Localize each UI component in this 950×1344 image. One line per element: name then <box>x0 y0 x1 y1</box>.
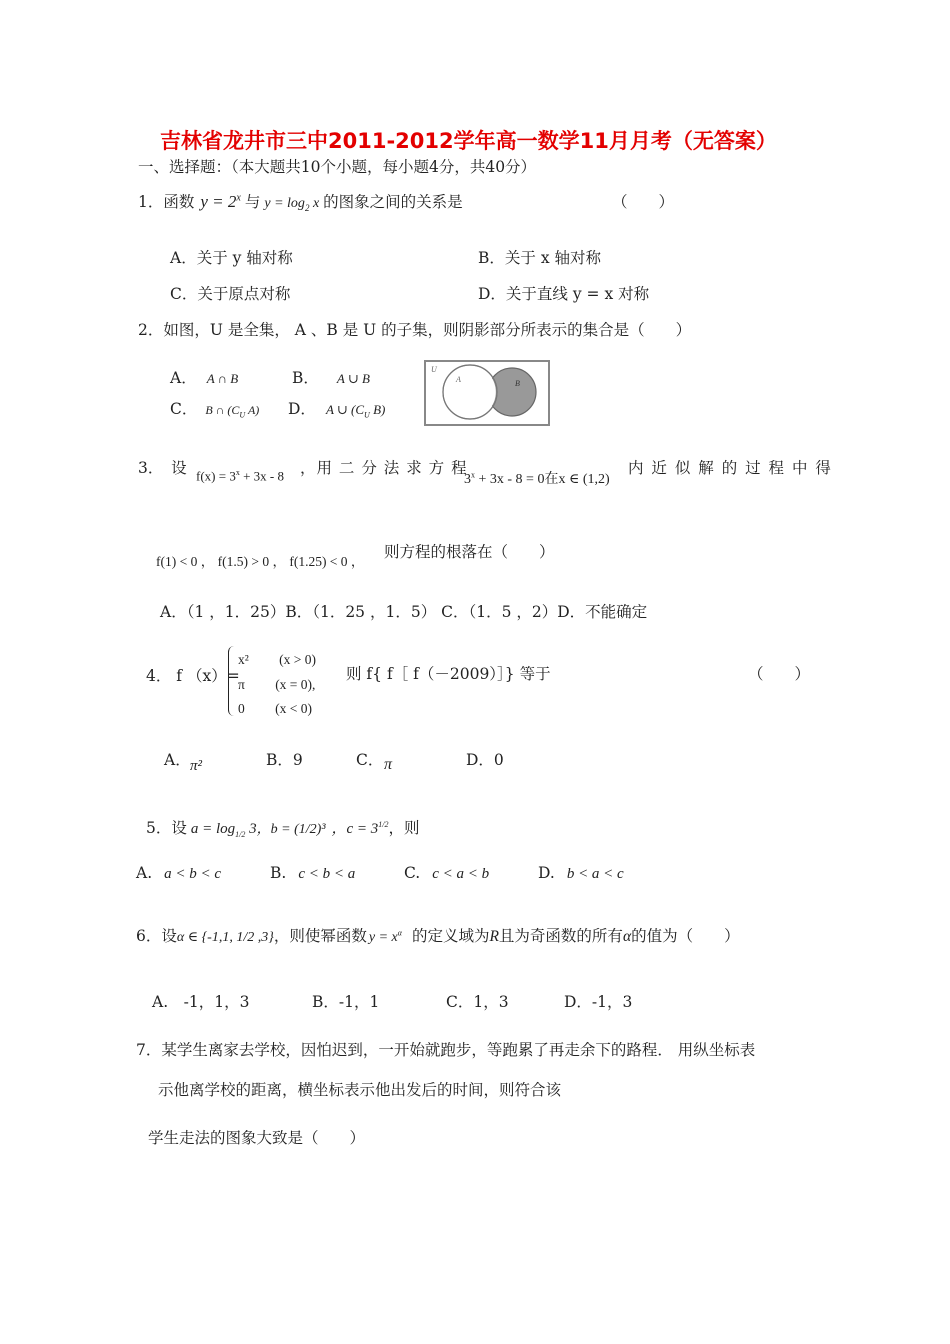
q6-set: α ∈ {-1,1, 1/2 ,3} <box>176 930 274 945</box>
q5-tail: ，则 <box>388 819 420 837</box>
q5-option-b: B. c < b < a <box>270 864 356 882</box>
question-2: 2．如图，U 是全集， A 、B 是 U 的子集，则阴影部分所表示的集合是（ ） <box>138 321 692 339</box>
venn-label-a: A <box>456 375 461 384</box>
q5-option-c: C. c < a < b <box>404 864 490 882</box>
q5-label: 5．设 <box>146 819 187 837</box>
q2-option-c: C． B ∩ ($C_U$ A) <box>170 400 260 420</box>
question-3-label: 3． 设 <box>138 459 187 477</box>
q3-options: A．（1 ，1．25）B．（1．25 ，1．5） C．（1．5 ，2）D．不能确定 <box>160 603 648 621</box>
venn-label-b: B <box>515 379 520 388</box>
q4-option-a-value: π² <box>190 758 203 774</box>
q1-and: 与 <box>244 193 261 211</box>
page-title: 吉林省龙井市三中2011-2012学年高一数学11月月考（无答案） <box>160 129 777 153</box>
question-6: 6．设α ∈ {-1,1, 1/2 ,3}，则使幂函数 $y = x^\alpha$ 的定义域为R且为奇函数的所有α的值为（ ） <box>136 927 740 945</box>
q4-question: 则 f{ f［ f（－2009）］} 等于 <box>346 665 551 683</box>
q1-answer-paren: （ ） <box>612 193 675 211</box>
q4-case-2: π (x = 0), <box>238 677 316 692</box>
q5-option-a: A. a < b < c <box>136 864 222 882</box>
q1-formula-log: $y = \log_2 x$ <box>264 196 320 213</box>
question-7-line-1: 7．某学生离家去学校，因怕迟到，一开始就跑步，等跑累了再走余下的路程． 用纵坐标表 <box>136 1041 756 1059</box>
q3-equation: $3^x + 3x - 8 = 0$在x ∈ (1,2) <box>464 470 610 487</box>
q4-case-3: 0 (x < 0) <box>238 701 312 716</box>
q2-option-b: B． A ∪ B <box>292 369 370 387</box>
q6-option-b: B．-1，1 <box>312 993 380 1011</box>
q5-c: ，$c = 3^{1/2}$ <box>331 820 389 837</box>
question-5 <box>146 816 420 839</box>
q2-option-a: A． A ∩ B <box>170 369 239 387</box>
question-7-line-3: 学生走法的图象大致是（ ） <box>148 1129 366 1147</box>
q6-option-c: C．1，3 <box>446 993 509 1011</box>
question-4-label: 4． f （x）= <box>146 667 240 685</box>
q1-option-b: B．关于 x 轴对称 <box>478 249 601 267</box>
q3-method-text: ，用 二 分 法 求 方 程 <box>300 459 468 477</box>
q1-option-c: C．关于原点对称 <box>170 285 291 303</box>
venn-diagram <box>424 360 550 426</box>
section-heading: 一、选择题：（本大题共10个小题，每小题4分，共40分） <box>138 158 537 176</box>
q3-tail-text: 内 近 似 解 的 过 程 中 得 <box>628 459 833 477</box>
q2-option-d: D． A ∪ ($C_U$ B) <box>288 400 386 420</box>
q4-option-a-label: A． <box>164 751 191 769</box>
q4-option-b: B．9 <box>266 751 303 769</box>
q5-option-d: D. b < a < c <box>538 864 624 882</box>
q6-power-function: $y = x^\alpha$ <box>368 928 402 945</box>
q1-question: 的图象之间的关系是 <box>323 193 463 211</box>
q1-option-a: A．关于 y 轴对称 <box>170 249 293 267</box>
q6-option-a: A. -1，1，3 <box>152 993 250 1011</box>
q5-a: $a = \log_{1/2} 3$ <box>190 821 257 839</box>
q4-piecewise-brace <box>228 646 237 716</box>
q1-option-d: D．关于直线 y = x 对称 <box>478 285 650 303</box>
q4-option-d: D．0 <box>466 751 504 769</box>
q3-question: 则方程的根落在（ ） <box>384 543 555 561</box>
q1-number: 1．函数 <box>138 193 195 211</box>
venn-label-u: U <box>431 365 437 374</box>
question-7-line-2: 示他离学校的距离，横坐标表示他出发后的时间，则符合该 <box>158 1081 562 1099</box>
q4-case-1: x² (x > 0) <box>238 652 317 667</box>
question-1 <box>138 190 463 213</box>
q1-formula-exp: $y = 2^x$ <box>200 192 241 211</box>
q3-conditions: f(1) < 0 ， f(1.5) > 0 ， f(1.25) < 0 ， <box>156 554 365 569</box>
q4-option-c-label: C． <box>356 751 384 769</box>
q6-option-d: D．-1，3 <box>564 993 633 1011</box>
q4-option-c-value: π <box>384 756 393 773</box>
q4-answer-paren: （ ） <box>748 665 811 683</box>
q5-b: ，b = (1/2)³ <box>256 822 326 837</box>
q3-function: $f(x) = 3^x + 3x - 8$ <box>196 468 284 484</box>
